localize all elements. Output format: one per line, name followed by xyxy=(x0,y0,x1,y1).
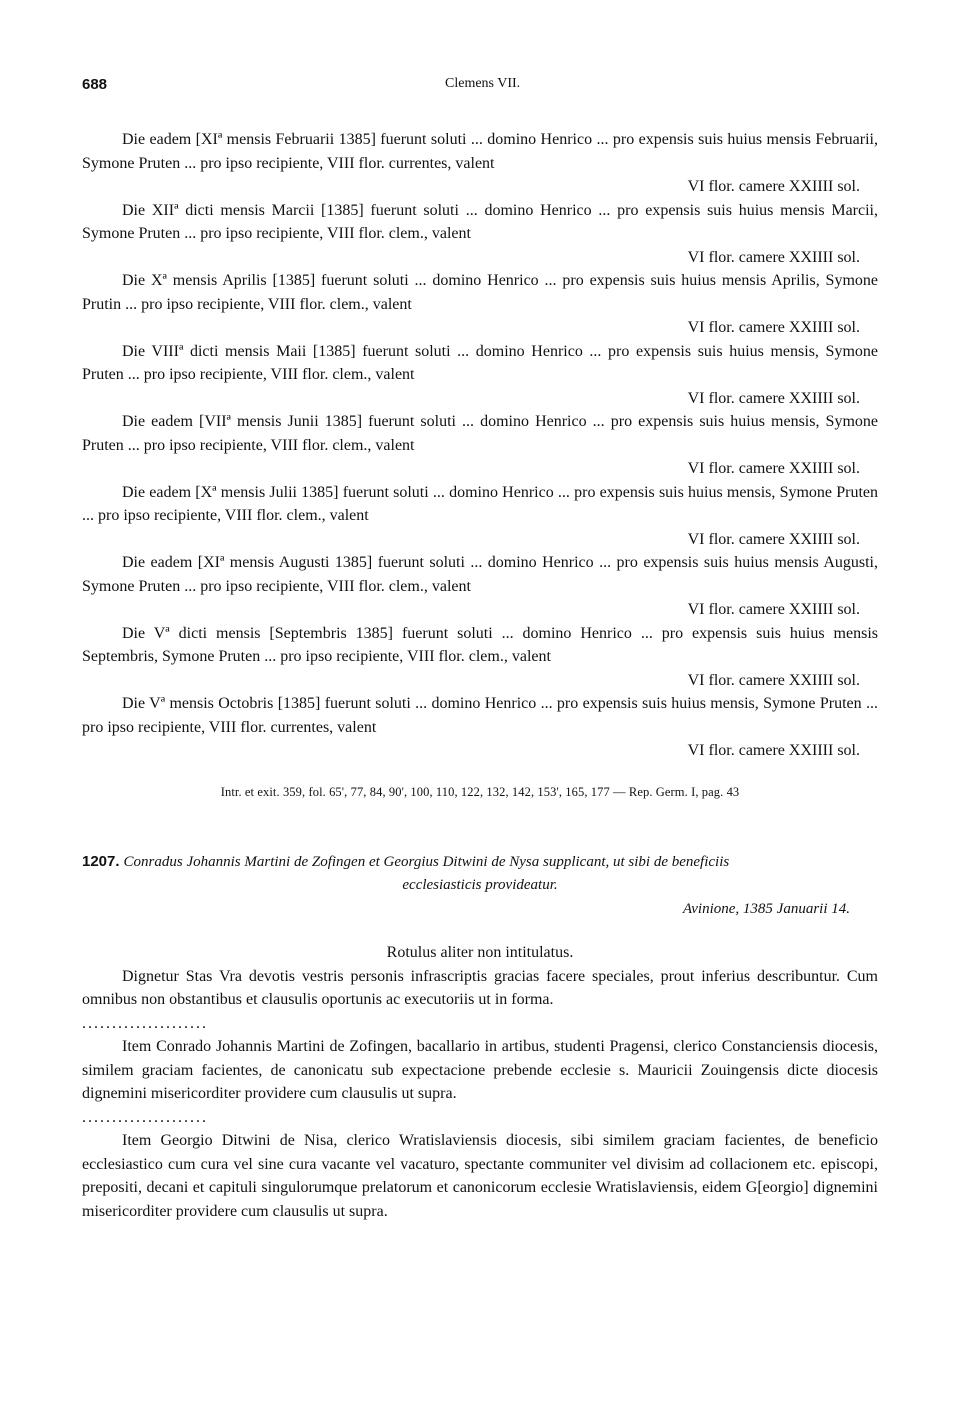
entry xyxy=(82,410,878,481)
document-number: 1207. xyxy=(82,852,120,870)
entry xyxy=(82,340,878,411)
entry-amount: VI flor. camere XXIIII sol. xyxy=(687,742,860,759)
ellipsis-dots: ..................... xyxy=(82,1108,208,1126)
entry xyxy=(82,128,878,199)
running-head: Clemens VII. xyxy=(445,76,521,91)
page xyxy=(82,76,878,1223)
document-heading xyxy=(82,850,878,898)
entry xyxy=(82,622,878,693)
entry-amount: VI flor. camere XXIIII sol. xyxy=(687,248,860,266)
entry-text: Die Xª mensis Aprilis [1385] fuerunt soluti ... domino Henrico ... pro expensis suis huius mensis Aprilis, Symone Prutin ... pro ipso recipiente, VIII flor. clem., valent xyxy=(82,272,878,313)
entry-text: Die eadem [XIª mensis Februarii 1385] fuerunt soluti ... domino Henrico ... pro expensis suis huius mensis Februarii, Symone Pruten ... pro ipso recipiente, VIII flor. currentes, valent xyxy=(82,131,878,172)
entry xyxy=(82,199,878,270)
document-1207 xyxy=(82,850,878,1224)
entry-amount: VI flor. camere XXIIII sol. xyxy=(687,319,860,336)
regest-line-1: Conradus Johannis Martini de Zofingen et Georgius Ditwini de Nysa supplicant, ut sibi de beneficiis xyxy=(123,853,730,870)
entry xyxy=(82,551,878,622)
entry-text: Die Vª dicti mensis [Septembris 1385] fuerunt soluti ... domino Henrico ... pro expensis suis huius mensis Septembris, Symone Pruten ... pro ipso recipiente, VIII flor. clem., valent xyxy=(82,624,878,665)
entry-amount: VI flor. camere XXIIII sol. xyxy=(687,530,860,548)
page-header xyxy=(82,76,878,98)
entry xyxy=(82,481,878,552)
entry-text: Die Vª mensis Octobris [1385] fuerunt soluti ... domino Henrico ... pro expensis suis huius mensis, Symone Pruten ... pro ipso recipiente, VIII flor. currentes, valent xyxy=(82,695,878,736)
entry-text: Die eadem [VIIª mensis Junii 1385] fuerunt soluti ... domino Henrico ... pro expensis suis huius mensis, Symone Pruten ... pro ipso recipiente, VIII flor. clem., valent xyxy=(82,413,878,454)
entry-amount: VI flor. camere XXIIII sol. xyxy=(687,601,860,618)
entry-text: Die eadem [Xª mensis Julii 1385] fuerunt soluti ... domino Henrico ... pro expensis suis huius mensis, Symone Pruten ... pro ipso recipiente, VIII flor. clem., valent xyxy=(82,483,878,524)
item-paragraph: Item Georgio Ditwini de Nisa, clerico Wratislaviensis diocesis, sibi similem graciam facientes, de beneficio ecclesiastico cum cura vel sine cura vacante vel vacaturo, spectante communiter vel divisim ad collacionem etc. episcopi, prepositi, decani et capituli singulorumque prelatorum et canonicorum ecclesie Wratislaviensis, eidem G[eorgio] dignemini misericorditer providere cum clausulis ut supra. xyxy=(82,1132,878,1220)
entry-amount: VI flor. camere XXIIII sol. xyxy=(687,178,860,195)
entry-text: Die VIIIª dicti mensis Maii [1385] fuerunt soluti ... domino Henrico ... pro expensis suis huius mensis, Symone Pruten ... pro ipso recipiente, VIII flor. clem., valent xyxy=(82,342,878,383)
entry xyxy=(82,692,878,763)
dating: Avinione, 1385 Januarii 14. xyxy=(682,900,850,917)
document-title: Rotulus aliter non intitulatus. xyxy=(386,944,574,961)
entry-text: Die XIIª dicti mensis Marcii [1385] fuerunt soluti ... domino Henrico ... pro expensis suis huius mensis Marcii, Symone Pruten ... pro ipso recipiente, VIII flor. clem., valent xyxy=(82,201,878,242)
entry-text: Die eadem [XIª mensis Augusti 1385] fuerunt soluti ... domino Henrico ... pro expensis suis huius mensis Augusti, Symone Pruten ... pro ipso recipiente, VIII flor. clem., valent xyxy=(82,554,878,595)
entry-amount: VI flor. camere XXIIII sol. xyxy=(687,671,860,689)
ellipsis-dots: ..................... xyxy=(82,1014,208,1032)
source-note: Intr. et exit. 359, fol. 65', 77, 84, 90', 100, 110, 122, 132, 142, 153', 165, 177 — Rep. Germ. I, pag. 43 xyxy=(220,784,740,799)
page-number: 688 xyxy=(82,76,108,93)
item-paragraph: Item Conrado Johannis Martini de Zofingen, bacallario in artibus, studenti Pragensi, clerico Constanciensis diocesis, similem graciam facientes, de canonicatu sub expectacione prebende ecclesie s. Mauricii Zouingensis dicte diocesis dignemini misericorditer providere cum clausulis ut supra. xyxy=(82,1038,878,1102)
entry-amount: VI flor. camere XXIIII sol. xyxy=(687,389,860,407)
payment-entries xyxy=(82,128,878,763)
entry-amount: VI flor. camere XXIIII sol. xyxy=(687,460,860,477)
entry xyxy=(82,269,878,340)
regest-line-2: ecclesiasticis provideatur. xyxy=(402,877,558,893)
intro-paragraph: Dignetur Stas Vra devotis vestris personis infrascriptis gracias facere speciales, prout inferius describuntur. Cum omnibus non obstantibus et clausulis oportunis ac executoriis ut in forma. xyxy=(82,967,878,1008)
